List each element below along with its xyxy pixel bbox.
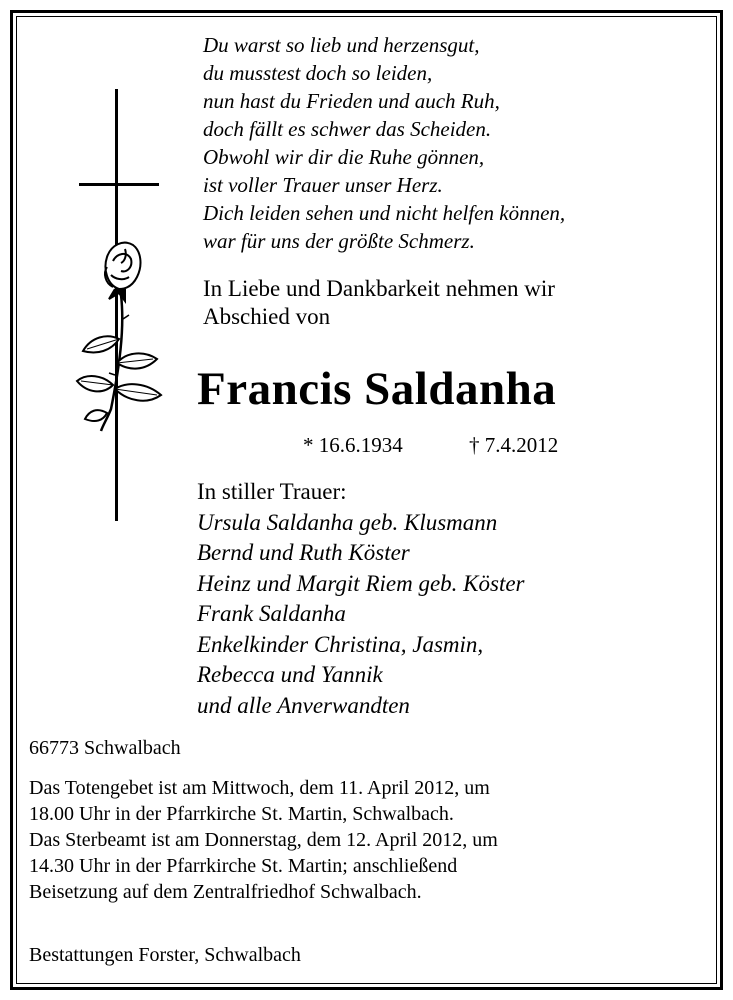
service-notice bbox=[29, 775, 498, 905]
mourner-name: Rebecca und Yannik bbox=[197, 662, 383, 687]
intro-line: Abschied von bbox=[203, 304, 331, 329]
place-of-residence: 66773 Schwalbach bbox=[29, 737, 181, 759]
poem-line: doch fällt es schwer das Scheiden. bbox=[203, 117, 492, 141]
notice-line: Beisetzung auf dem Zentralfriedhof Schwalbach. bbox=[29, 881, 422, 903]
mourner-name: und alle Anverwandten bbox=[197, 692, 410, 718]
mourner-name: Bernd und Ruth Köster bbox=[197, 540, 410, 565]
cross-with-rose-icon bbox=[67, 89, 171, 521]
notice-line: Das Totengebet ist am Mittwoch, dem 11. April 2012, um bbox=[29, 777, 490, 799]
mourner-name: Ursula Saldanha geb. Klusmann bbox=[197, 509, 498, 535]
notice-line: 18.00 Uhr in der Pfarrkirche St. Martin, Schwalbach. bbox=[29, 803, 454, 825]
poem-line: ist voller Trauer unser Herz. bbox=[203, 173, 443, 197]
poem-line: Obwohl wir dir die Ruhe gönnen, bbox=[203, 145, 485, 169]
poem-line: Dich leiden sehen und nicht helfen können, bbox=[203, 201, 566, 225]
intro-text bbox=[203, 275, 555, 331]
poem-line: du musstest doch so leiden, bbox=[203, 61, 433, 85]
mourner-name: Heinz und Margit Riem geb. Köster bbox=[197, 570, 525, 596]
notice-line: 14.30 Uhr in der Pfarrkirche St. Martin; anschließend bbox=[29, 855, 458, 877]
birth-date: * 16.6.1934 bbox=[303, 433, 403, 457]
poem-line: nun hast du Frieden und auch Ruh, bbox=[203, 89, 500, 113]
mourners-heading: In stiller Trauer: bbox=[197, 479, 347, 504]
poem-line: Du warst so lieb und herzensgut, bbox=[203, 33, 480, 57]
funeral-home: Bestattungen Forster, Schwalbach bbox=[29, 944, 301, 966]
mourners-block bbox=[197, 477, 525, 721]
notice-line: Das Sterbeamt ist am Donnerstag, dem 12. April 2012, um bbox=[29, 829, 498, 851]
poem-line: war für uns der größte Schmerz. bbox=[203, 229, 475, 253]
obituary-frame bbox=[10, 10, 723, 990]
intro-line: In Liebe und Dankbarkeit nehmen wir bbox=[203, 276, 555, 301]
mourner-name: Enkelkinder Christina, Jasmin, bbox=[197, 631, 484, 657]
death-date: † 7.4.2012 bbox=[469, 433, 559, 457]
mourner-name: Frank Saldanha bbox=[197, 601, 346, 626]
deceased-name: Francis Saldanha bbox=[197, 363, 557, 415]
poem-verse bbox=[203, 31, 565, 255]
